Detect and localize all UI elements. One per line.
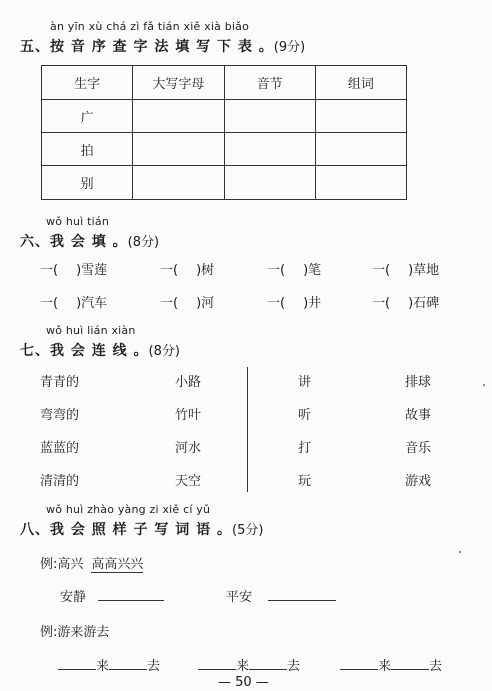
answer-blank[interactable]: [340, 669, 378, 670]
table-row: [42, 166, 407, 200]
table-header: 组词: [315, 66, 406, 100]
lai-qu-exercise: [198, 655, 300, 674]
answer-blank[interactable]: [268, 600, 336, 601]
table-cell-blank[interactable]: [315, 166, 406, 200]
match-left-noun[interactable]: 竹叶: [175, 408, 202, 423]
measure-prefix: 一(: [267, 296, 286, 311]
section5-score: (9分): [273, 40, 306, 55]
measure-prefix: 一(: [372, 263, 391, 278]
phonetic-lookup-table: [41, 65, 407, 200]
example-1: [40, 553, 143, 572]
measure-prefix: 一(: [160, 296, 179, 311]
table-row: [42, 100, 407, 133]
section8-title-text: 八、我 会 照 样 子 写 词 语 。: [20, 522, 232, 538]
measure-noun: )雪莲: [76, 263, 108, 278]
qu-char: 去: [287, 659, 301, 674]
measure-prefix: 一(: [160, 263, 179, 278]
example-1-answer: 高高兴兴: [91, 557, 144, 572]
section7-title-text: 七、我 会 连 线 。: [20, 343, 149, 359]
table-cell-character: 广: [42, 100, 133, 133]
answer-blank[interactable]: [98, 600, 164, 601]
table-cell-blank[interactable]: [315, 133, 406, 166]
table-header: 生字: [42, 66, 133, 100]
word-2: 平安: [226, 590, 253, 605]
lai-char: 来: [378, 659, 392, 674]
match-right-verb[interactable]: 听: [298, 408, 312, 423]
match-right-noun[interactable]: 排球: [405, 375, 432, 390]
table-cell-blank[interactable]: [224, 100, 315, 133]
measure-noun: )树: [196, 263, 215, 278]
section6-score: (8分): [127, 235, 160, 250]
section5-title: [20, 36, 305, 56]
section6-pinyin: wǒ huì tián: [46, 215, 110, 228]
match-right-noun[interactable]: 音乐: [405, 441, 432, 456]
example-1-prefix: 例:高兴: [40, 557, 84, 572]
table-header: 大写字母: [133, 66, 224, 100]
measure-noun: )草地: [408, 263, 440, 278]
table-cell-blank[interactable]: [224, 166, 315, 200]
match-right-verb[interactable]: 玩: [298, 474, 312, 489]
column-divider: [247, 367, 248, 492]
word-1: 安静: [60, 590, 87, 605]
answer-blank[interactable]: [249, 669, 287, 670]
word-exercise-2: [226, 586, 336, 605]
qu-char: 去: [147, 659, 161, 674]
section7-pinyin: wǒ huì lián xiàn: [46, 324, 136, 337]
measure-prefix: 一(: [267, 263, 286, 278]
answer-blank[interactable]: [198, 669, 236, 670]
table-cell-blank[interactable]: [224, 133, 315, 166]
measure-word-item[interactable]: [372, 292, 439, 311]
table-cell-blank[interactable]: [133, 166, 224, 200]
lai-qu-exercise: [340, 655, 442, 674]
table-row: [42, 133, 407, 166]
table-cell-blank[interactable]: [133, 100, 224, 133]
measure-word-item[interactable]: [160, 292, 214, 311]
section7-title: [20, 340, 180, 360]
answer-blank[interactable]: [109, 669, 147, 670]
measure-prefix: 一(: [40, 296, 59, 311]
word-exercise-1: [60, 586, 164, 605]
lai-qu-exercise: [58, 655, 160, 674]
match-left-adjective[interactable]: 清清的: [40, 474, 80, 489]
example-2: 例:游来游去: [40, 625, 110, 640]
table-cell-character: 拍: [42, 133, 133, 166]
measure-noun: )河: [196, 296, 215, 311]
section5-title-text: 五、按 音 序 查 字 法 填 写 下 表 。: [20, 39, 274, 55]
answer-blank[interactable]: [391, 669, 429, 670]
table-cell-character: 别: [42, 166, 133, 200]
measure-prefix: 一(: [372, 296, 391, 311]
measure-word-item[interactable]: [40, 292, 107, 311]
match-right-noun[interactable]: 故事: [405, 408, 432, 423]
match-right-verb[interactable]: 打: [298, 441, 312, 456]
page-number: — 50 —: [218, 675, 269, 690]
measure-word-item[interactable]: [372, 259, 439, 278]
table-cell-blank[interactable]: [133, 133, 224, 166]
match-left-adjective[interactable]: 青青的: [40, 375, 80, 390]
match-right-noun[interactable]: 游戏: [405, 474, 432, 489]
measure-word-item[interactable]: [267, 259, 321, 278]
section5-pinyin: àn yīn xù chá zì fǎ tián xiě xià biǎo: [50, 20, 250, 33]
measure-noun: )汽车: [76, 296, 108, 311]
match-right-verb[interactable]: 讲: [298, 375, 312, 390]
lai-char: 来: [236, 659, 250, 674]
measure-noun: )井: [303, 296, 322, 311]
section8-score: (5分): [232, 523, 264, 538]
match-left-adjective[interactable]: 弯弯的: [40, 408, 80, 423]
table-header-row: [42, 66, 407, 100]
section6-title-text: 六、我 会 填 。: [20, 234, 128, 250]
section6-title: [20, 231, 159, 251]
measure-prefix: 一(: [40, 263, 59, 278]
measure-noun: )石碑: [408, 296, 440, 311]
match-left-noun[interactable]: 河水: [175, 441, 202, 456]
qu-char: 去: [429, 659, 443, 674]
table-header: 音节: [224, 66, 315, 100]
match-left-noun[interactable]: 天空: [175, 474, 202, 489]
lai-char: 来: [96, 659, 110, 674]
scan-speck: [459, 551, 461, 553]
section7-score: (8分): [148, 344, 180, 359]
measure-word-item[interactable]: [40, 259, 107, 278]
section8-title: [20, 519, 263, 539]
match-left-noun[interactable]: 小路: [175, 375, 202, 390]
measure-word-item[interactable]: [160, 259, 214, 278]
match-left-adjective[interactable]: 蓝蓝的: [40, 441, 80, 456]
measure-word-item[interactable]: [267, 292, 321, 311]
answer-blank[interactable]: [58, 669, 96, 670]
section8-pinyin: wǒ huì zhào yàng zi xiě cí yǔ: [46, 503, 211, 516]
table-cell-blank[interactable]: [315, 100, 406, 133]
measure-noun: )笔: [303, 263, 322, 278]
scan-speck: [483, 384, 485, 386]
